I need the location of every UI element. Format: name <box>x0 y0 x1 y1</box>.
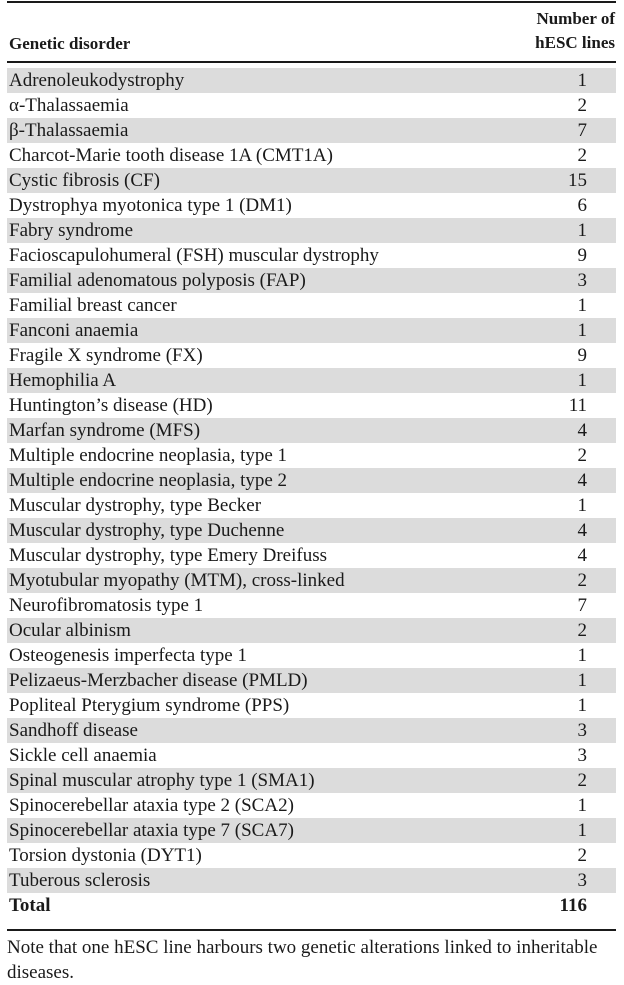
table-row <box>7 443 616 468</box>
disorder-name: Facioscapulohumeral (FSH) muscular dystrophy <box>9 245 379 266</box>
disorder-name: Fragile X syndrome (FX) <box>9 345 203 366</box>
table-row <box>7 243 616 268</box>
table-row <box>7 643 616 668</box>
line-count: 1 <box>577 220 587 241</box>
table-footnote: Note that one hESC line harbours two genetic alterations linked to inheritable diseases. <box>7 937 598 983</box>
line-count: 2 <box>577 570 587 591</box>
line-count: 2 <box>577 770 587 791</box>
line-count: 11 <box>568 395 587 416</box>
line-count: 4 <box>577 520 587 541</box>
table-row <box>7 393 616 418</box>
table-row <box>7 293 616 318</box>
table-row <box>7 168 616 193</box>
line-count: 1 <box>577 820 587 841</box>
line-count: 1 <box>577 695 587 716</box>
table-row <box>7 318 616 343</box>
line-count: 7 <box>577 595 587 616</box>
disorder-name: Spinocerebellar ataxia type 2 (SCA2) <box>9 795 294 816</box>
table-row <box>7 793 616 818</box>
table-row <box>7 143 616 168</box>
disorder-name: Myotubular myopathy (MTM), cross-linked <box>9 570 345 591</box>
line-count: 2 <box>577 445 587 466</box>
line-count: 6 <box>577 195 587 216</box>
disorder-name: Dystrophya myotonica type 1 (DM1) <box>9 195 292 216</box>
table-row <box>7 743 616 768</box>
header-number-of-lines <box>535 7 615 55</box>
table-row <box>7 418 616 443</box>
table-row <box>7 218 616 243</box>
disorder-name: Familial breast cancer <box>9 295 177 316</box>
disorder-name: Sickle cell anaemia <box>9 745 157 766</box>
disorder-name: Sandhoff disease <box>9 720 138 741</box>
line-count: 4 <box>577 420 587 441</box>
disorder-name: Spinocerebellar ataxia type 7 (SCA7) <box>9 820 294 841</box>
table-row <box>7 343 616 368</box>
disorder-name: Torsion dystonia (DYT1) <box>9 845 202 866</box>
table-row <box>7 618 616 643</box>
line-count: 4 <box>577 470 587 491</box>
table-row <box>7 518 616 543</box>
disorder-name: Popliteal Pterygium syndrome (PPS) <box>9 695 290 716</box>
disorder-name: Spinal muscular atrophy type 1 (SMA1) <box>9 770 315 791</box>
disorder-name: Multiple endocrine neoplasia, type 1 <box>9 445 288 466</box>
table-row <box>7 193 616 218</box>
table-row <box>7 68 616 93</box>
line-count: 15 <box>568 170 587 191</box>
table-row <box>7 843 616 868</box>
line-count: 4 <box>577 545 587 566</box>
disorder-name: Osteogenesis imperfecta type 1 <box>9 645 247 666</box>
table-row <box>7 268 616 293</box>
line-count: 1 <box>577 370 587 391</box>
disorder-name: Hemophilia A <box>9 370 117 391</box>
line-count: 1 <box>577 645 587 666</box>
table-row <box>7 468 616 493</box>
table-row <box>7 93 616 118</box>
table-header-row <box>7 3 616 59</box>
disorder-name: Charcot-Marie tooth disease 1A (CMT1A) <box>9 145 333 166</box>
disorder-name: Huntington’s disease (HD) <box>9 395 213 416</box>
table-row <box>7 768 616 793</box>
disorder-name: Marfan syndrome (MFS) <box>9 420 201 441</box>
table-header-rule <box>7 61 616 63</box>
disorder-name: Fanconi anaemia <box>9 320 139 341</box>
disorder-name: Cystic fibrosis (CF) <box>9 170 160 191</box>
disorder-name: Familial adenomatous polyposis (FAP) <box>9 270 306 291</box>
table-row <box>7 568 616 593</box>
disorder-name: α-Thalassaemia <box>9 95 129 116</box>
disorder-name: Fabry syndrome <box>9 220 134 241</box>
header-count-line1: Number of <box>536 9 615 28</box>
line-count: 2 <box>577 95 587 116</box>
disorder-name: β-Thalassaemia <box>9 120 129 141</box>
disorder-name: Ocular albinism <box>9 620 131 641</box>
table-row <box>7 868 616 893</box>
line-count: 9 <box>577 345 587 366</box>
disorder-name: Muscular dystrophy, type Duchenne <box>9 520 285 541</box>
header-count-line2: hESC lines <box>535 33 615 52</box>
disorder-name: Pelizaeus-Merzbacher disease (PMLD) <box>9 670 308 691</box>
total-count: 116 <box>559 895 587 916</box>
table-row <box>7 668 616 693</box>
disorder-name: Muscular dystrophy, type Emery Dreifuss <box>9 545 328 566</box>
disorder-name: Adrenoleukodystrophy <box>9 70 185 91</box>
line-count: 1 <box>577 70 587 91</box>
total-row <box>7 893 616 918</box>
line-count: 1 <box>577 495 587 516</box>
table-row <box>7 118 616 143</box>
line-count: 2 <box>577 620 587 641</box>
line-count: 3 <box>577 745 587 766</box>
table-row <box>7 493 616 518</box>
table-row <box>7 818 616 843</box>
line-count: 1 <box>577 670 587 691</box>
line-count: 2 <box>577 145 587 166</box>
table-body <box>7 68 616 918</box>
line-count: 1 <box>577 295 587 316</box>
table-row <box>7 693 616 718</box>
line-count: 2 <box>577 845 587 866</box>
line-count: 7 <box>577 120 587 141</box>
line-count: 3 <box>577 270 587 291</box>
line-count: 1 <box>577 320 587 341</box>
disorder-name: Muscular dystrophy, type Becker <box>9 495 262 516</box>
table-bottom-rule <box>7 929 616 931</box>
disorder-name: Tuberous sclerosis <box>9 870 151 891</box>
table-row <box>7 593 616 618</box>
table-row <box>7 368 616 393</box>
line-count: 3 <box>577 720 587 741</box>
line-count: 9 <box>577 245 587 266</box>
disorder-name: Multiple endocrine neoplasia, type 2 <box>9 470 288 491</box>
disorder-name: Neurofibromatosis type 1 <box>9 595 204 616</box>
header-genetic-disorder: Genetic disorder <box>9 34 131 53</box>
total-label: Total <box>9 895 51 916</box>
table-row <box>7 718 616 743</box>
line-count: 1 <box>577 795 587 816</box>
table-row <box>7 543 616 568</box>
line-count: 3 <box>577 870 587 891</box>
